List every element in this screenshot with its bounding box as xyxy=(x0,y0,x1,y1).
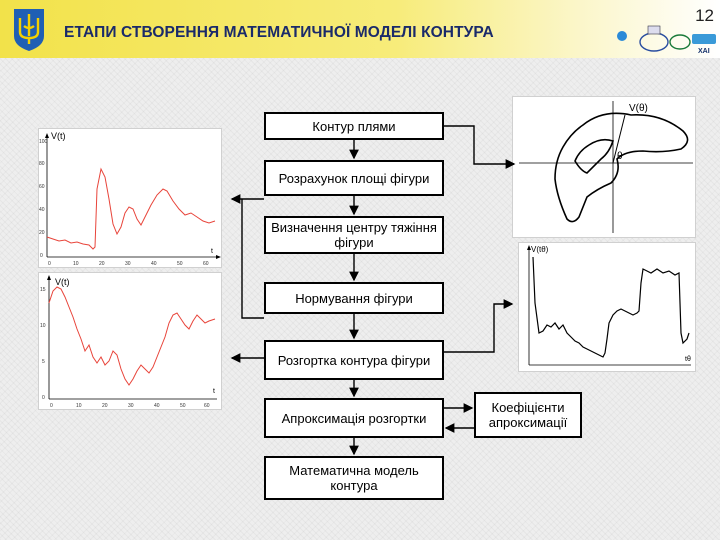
y-tick: 60 xyxy=(39,184,45,190)
plot-top-left xyxy=(38,128,222,268)
y-tick: 80 xyxy=(39,161,45,167)
plot-bottom-left-svg xyxy=(39,273,223,411)
y-tick: 40 xyxy=(39,207,45,213)
step-box-3: Визначення центру тяжіння фігури xyxy=(264,216,444,254)
x-tick: 10 xyxy=(76,403,82,409)
x-tick: 30 xyxy=(125,261,131,267)
plot-right-bottom-xlabel: tθ xyxy=(685,356,691,363)
page-number: 12 xyxy=(695,6,714,25)
x-tick: 60 xyxy=(203,261,209,267)
plot-contour xyxy=(512,96,696,238)
step-box-4: Нормування фігури xyxy=(264,282,444,314)
contour-angle-label: θ xyxy=(617,151,623,162)
y-tick: 10 xyxy=(40,323,46,329)
y-tick: 0 xyxy=(42,395,45,401)
logo-label: ХАІ xyxy=(698,48,710,55)
step-box-5: Розгортка контура фігури xyxy=(264,340,444,380)
x-tick: 30 xyxy=(128,403,134,409)
x-tick: 20 xyxy=(99,261,105,267)
step-box-2: Розрахунок площі фігури xyxy=(264,160,444,196)
step-box-7: Математична модель контура xyxy=(264,456,444,500)
y-tick: 5 xyxy=(42,359,45,365)
coefficients-box: Коефіцієнти апроксимації xyxy=(474,392,582,438)
plot-bottom-left-curve xyxy=(49,287,215,385)
x-tick: 50 xyxy=(180,403,186,409)
y-tick: 100 xyxy=(39,139,48,145)
contour-radius-label: V(θ) xyxy=(629,103,648,114)
plot-right-bottom-ylabel: V(tθ) xyxy=(531,245,549,254)
x-tick: 50 xyxy=(177,261,183,267)
plot-bottom-left xyxy=(38,272,222,410)
ukraine-trident-icon xyxy=(10,6,48,52)
plot-right-bottom-curve xyxy=(533,257,689,357)
y-tick: 15 xyxy=(40,287,46,293)
plot-top-left-xlabel: t xyxy=(211,248,213,255)
plot-contour-svg xyxy=(513,97,697,239)
header-bar xyxy=(0,0,720,58)
plot-top-left-curve xyxy=(47,169,215,249)
partner-logos-icon xyxy=(614,20,718,56)
y-tick: 20 xyxy=(39,230,45,236)
step-box-6: Апроксимація розгортки xyxy=(264,398,444,438)
x-tick: 0 xyxy=(48,261,51,267)
plot-right-bottom xyxy=(518,242,696,372)
x-tick: 10 xyxy=(73,261,79,267)
x-tick: 20 xyxy=(102,403,108,409)
x-tick: 60 xyxy=(204,403,210,409)
plot-top-left-ylabel: V(t) xyxy=(51,131,66,141)
page-title: ЕТАПИ СТВОРЕННЯ МАТЕМАТИЧНОЇ МОДЕЛІ КОНТУРА xyxy=(64,24,494,41)
plot-bottom-left-xlabel: t xyxy=(213,388,215,395)
x-tick: 40 xyxy=(151,261,157,267)
plot-top-left-svg xyxy=(39,129,223,269)
plot-right-bottom-svg xyxy=(519,243,697,373)
y-tick: 0 xyxy=(40,253,43,259)
x-tick: 40 xyxy=(154,403,160,409)
x-tick: 0 xyxy=(50,403,53,409)
plot-bottom-left-ylabel: V(t) xyxy=(55,277,70,287)
step-box-1: Контур плями xyxy=(264,112,444,140)
